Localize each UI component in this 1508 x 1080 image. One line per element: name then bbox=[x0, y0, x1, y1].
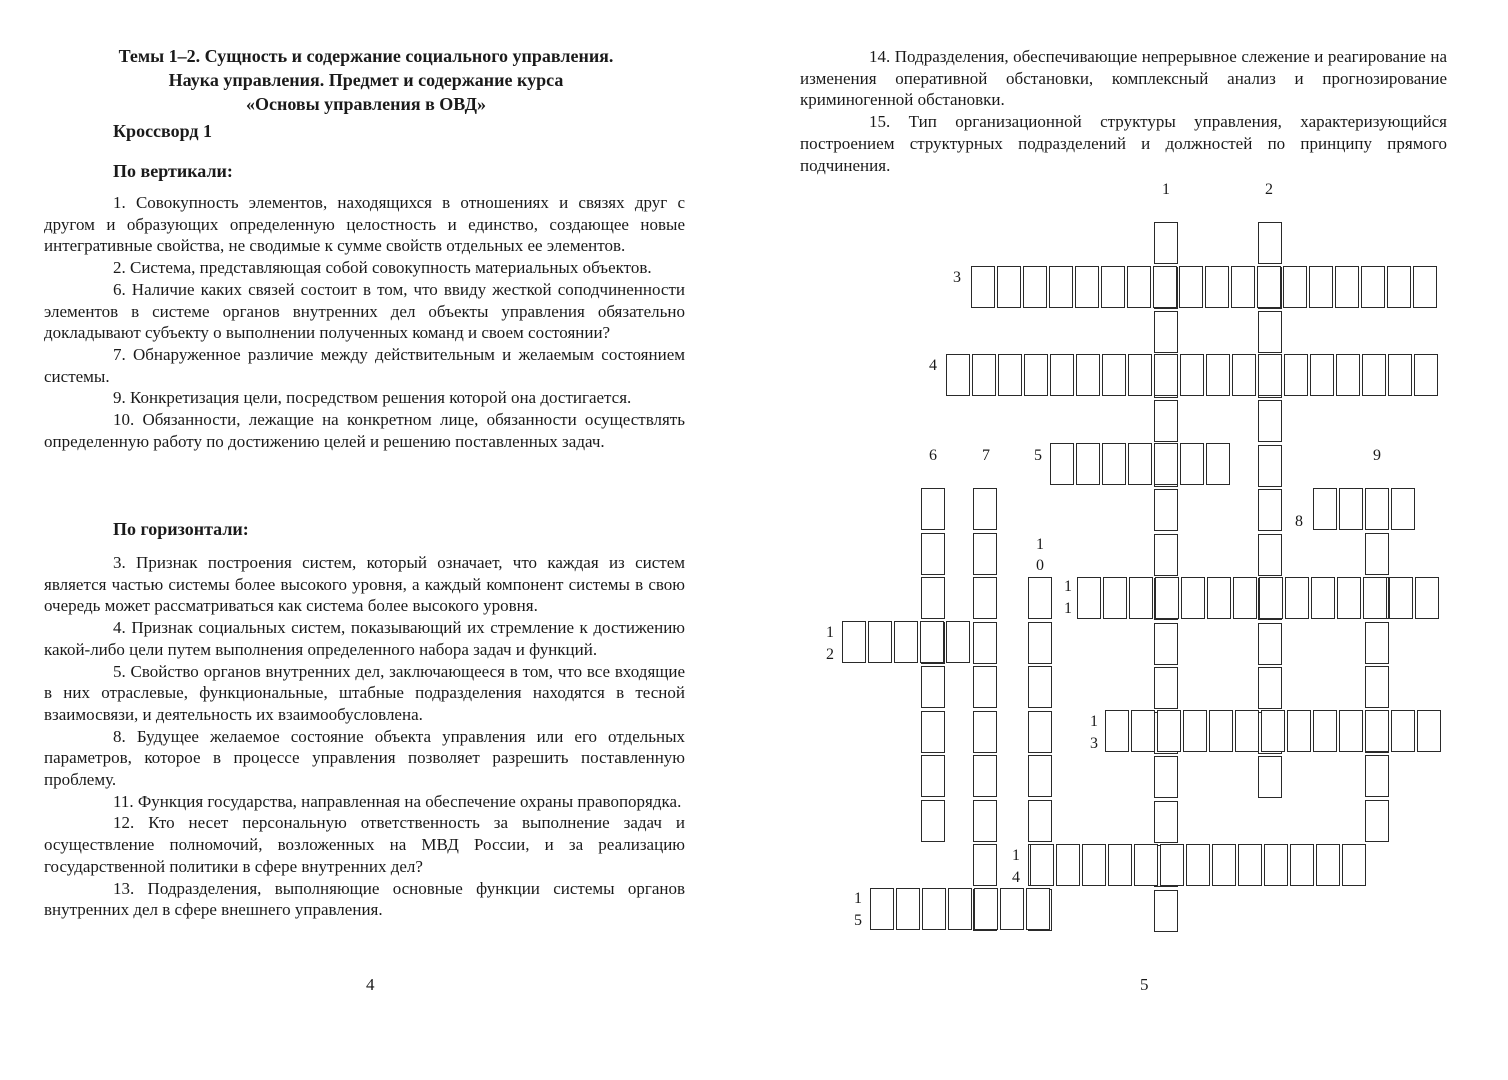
crossword-cell-h8[interactable] bbox=[1391, 488, 1415, 530]
crossword-cell-h5[interactable] bbox=[1180, 443, 1204, 485]
crossword-cell-h4[interactable] bbox=[1024, 354, 1048, 396]
crossword-cell-h4[interactable] bbox=[946, 354, 970, 396]
crossword-number-6: 6 bbox=[929, 447, 937, 464]
clue-h15: 15. Тип организационной структуры управления, характеризующийся построением структурных подразделений и должностей по принципу прямого подчинения. bbox=[800, 112, 1447, 175]
crossword-cell-h13[interactable] bbox=[1287, 710, 1311, 752]
crossword-number-13b: 3 bbox=[1090, 735, 1098, 752]
page-number-left: 4 bbox=[366, 975, 375, 994]
clue-h4: 4. Признак социальных систем, показывающий их стремление к достижению какой-либо цели путем выполнения определенного набора задач и функций. bbox=[44, 618, 685, 659]
crossword-cell-h11[interactable] bbox=[1259, 577, 1283, 619]
crossword-cell-h11[interactable] bbox=[1337, 577, 1361, 619]
crossword-cell-v9[interactable] bbox=[1365, 533, 1389, 575]
crossword-cell-v7[interactable] bbox=[973, 533, 997, 575]
crossword-cell-v9[interactable] bbox=[1365, 666, 1389, 708]
crossword-cell-v9[interactable] bbox=[1365, 622, 1389, 664]
crossword-cell-h4[interactable] bbox=[1154, 354, 1178, 396]
crossword-number-14b: 4 bbox=[1012, 869, 1020, 886]
crossword-cell-h11[interactable] bbox=[1389, 577, 1413, 619]
crossword-cell-v2[interactable] bbox=[1258, 534, 1282, 576]
crossword-cell-v2[interactable] bbox=[1258, 623, 1282, 665]
crossword-cell-v6[interactable] bbox=[921, 533, 945, 575]
crossword-cell-v7[interactable] bbox=[973, 755, 997, 797]
crossword-cell-h14[interactable] bbox=[1238, 844, 1262, 886]
crossword-cell-h4[interactable] bbox=[1232, 354, 1256, 396]
crossword-cell-h3[interactable] bbox=[1283, 266, 1307, 308]
crossword-cell-v10[interactable] bbox=[1028, 755, 1052, 797]
crossword-cell-v6[interactable] bbox=[921, 488, 945, 530]
crossword-cell-v1[interactable] bbox=[1154, 801, 1178, 843]
crossword-cell-v6[interactable] bbox=[921, 800, 945, 842]
crossword-cell-h12[interactable] bbox=[946, 621, 970, 663]
crossword-cell-h13[interactable] bbox=[1261, 710, 1285, 752]
crossword-cell-h3[interactable] bbox=[1075, 266, 1099, 308]
crossword-cell-h4[interactable] bbox=[972, 354, 996, 396]
crossword-cell-h4[interactable] bbox=[1336, 354, 1360, 396]
crossword-cell-h14[interactable] bbox=[1264, 844, 1288, 886]
crossword-cell-h4[interactable] bbox=[998, 354, 1022, 396]
crossword-number-12b: 2 bbox=[826, 646, 834, 663]
crossword-number-4: 4 bbox=[929, 357, 937, 374]
crossword-cell-h3[interactable] bbox=[1231, 266, 1255, 308]
crossword-cell-h4[interactable] bbox=[1310, 354, 1334, 396]
crossword-number-13a: 1 bbox=[1090, 713, 1098, 730]
crossword-cell-h14[interactable] bbox=[1290, 844, 1314, 886]
crossword-cell-h11[interactable] bbox=[1415, 577, 1439, 619]
crossword-cell-h13[interactable] bbox=[1105, 710, 1129, 752]
crossword-cell-v10[interactable] bbox=[1028, 666, 1052, 708]
crossword-cell-v2[interactable] bbox=[1258, 667, 1282, 709]
crossword-cell-h13[interactable] bbox=[1417, 710, 1441, 752]
crossword-cell-h15[interactable] bbox=[1000, 888, 1024, 930]
crossword-cell-v1[interactable] bbox=[1154, 311, 1178, 353]
crossword-cell-h14[interactable] bbox=[1056, 844, 1080, 886]
clue-h13: 13. Подразделения, выполняющие основные функции системы органов внутренних дел в сфере внешнего управления. bbox=[44, 878, 685, 920]
crossword-cell-h3[interactable] bbox=[1309, 266, 1333, 308]
crossword-cell-h15[interactable] bbox=[896, 888, 920, 930]
crossword-cell-h4[interactable] bbox=[1258, 354, 1282, 396]
crossword-number-10a: 1 bbox=[1036, 536, 1044, 553]
crossword-cell-h3[interactable] bbox=[1179, 266, 1203, 308]
clue-h11: 11. Функция государства, направленная на обеспечение охраны правопорядка. bbox=[113, 791, 682, 811]
crossword-cell-h4[interactable] bbox=[1180, 354, 1204, 396]
crossword-cell-v9[interactable] bbox=[1365, 800, 1389, 842]
crossword-cell-h11[interactable] bbox=[1155, 577, 1179, 619]
crossword-cell-v7[interactable] bbox=[973, 711, 997, 753]
crossword-cell-h12[interactable] bbox=[920, 621, 944, 663]
clue-v1: 1. Совокупность элементов, находящихся в отношениях и связях друг с другом и образующих определенную целостность и единство, создающее новые интегративные свойства, не сводимые к сумме свойств отдельных ее элементов. bbox=[44, 193, 685, 256]
crossword-cell-h13[interactable] bbox=[1365, 710, 1389, 752]
crossword-cell-h14[interactable] bbox=[1316, 844, 1340, 886]
crossword-cell-v1[interactable] bbox=[1154, 890, 1178, 932]
crossword-cell-h11[interactable] bbox=[1103, 577, 1127, 619]
crossword-cell-h14[interactable] bbox=[1030, 844, 1054, 886]
crossword-cell-v7[interactable] bbox=[973, 666, 997, 708]
crossword-cell-h4[interactable] bbox=[1102, 354, 1126, 396]
crossword-cell-h11[interactable] bbox=[1233, 577, 1257, 619]
crossword-cell-v1[interactable] bbox=[1154, 400, 1178, 442]
crossword-cell-h3[interactable] bbox=[971, 266, 995, 308]
crossword-cell-h5[interactable] bbox=[1128, 443, 1152, 485]
crossword-cell-h14[interactable] bbox=[1342, 844, 1366, 886]
clue-v6: 6. Наличие каких связей состоит в том, что ввиду жесткой соподчиненности элементов в системе органов внутренних дел объекты управления обязательно докладывают субъекту о выполнении полученных команд и своем состоянии? bbox=[44, 279, 685, 343]
crossword-cell-v7[interactable] bbox=[973, 577, 997, 619]
crossword-cell-v6[interactable] bbox=[921, 755, 945, 797]
crossword-number-11b: 1 bbox=[1064, 600, 1072, 617]
crossword-cell-h12[interactable] bbox=[842, 621, 866, 663]
page-number-right: 5 bbox=[1140, 975, 1149, 994]
crossword-cell-v9[interactable] bbox=[1365, 755, 1389, 797]
crossword-cell-v2[interactable] bbox=[1258, 489, 1282, 531]
crossword-cell-h3[interactable] bbox=[1049, 266, 1073, 308]
crossword-cell-h15[interactable] bbox=[1026, 888, 1050, 930]
clue-v10: 10. Обязанности, лежащие на конкретном лице, обязанности осуществлять определенную работу по достижению целей и решению поставленных задач. bbox=[44, 410, 685, 451]
crossword-cell-h8[interactable] bbox=[1313, 488, 1337, 530]
crossword-cell-v10[interactable] bbox=[1028, 622, 1052, 664]
crossword-cell-h3[interactable] bbox=[1335, 266, 1359, 308]
crossword-cell-h12[interactable] bbox=[868, 621, 892, 663]
crossword-cell-h5[interactable] bbox=[1154, 443, 1178, 485]
clue-h14: 14. Подразделения, обеспечивающие непрерывное слежение и реагирование на изменения оперативной обстановки, комплексный анализ и прогнозирование криминогенной обстановки. bbox=[800, 47, 1447, 110]
crossword-cell-h14[interactable] bbox=[1212, 844, 1236, 886]
crossword-cell-h12[interactable] bbox=[894, 621, 918, 663]
crossword-cell-h3[interactable] bbox=[1127, 266, 1151, 308]
crossword-cell-v1[interactable] bbox=[1154, 667, 1178, 709]
crossword-number-3: 3 bbox=[953, 269, 961, 286]
crossword-cell-h4[interactable] bbox=[1128, 354, 1152, 396]
crossword-cell-h13[interactable] bbox=[1209, 710, 1233, 752]
crossword-cell-h4[interactable] bbox=[1388, 354, 1412, 396]
crossword-number-8: 8 bbox=[1295, 513, 1303, 530]
crossword-cell-h13[interactable] bbox=[1235, 710, 1259, 752]
crossword-cell-v7[interactable] bbox=[973, 800, 997, 842]
crossword-cell-h13[interactable] bbox=[1157, 710, 1181, 752]
clue-h5: 5. Свойство органов внутренних дел, заключающееся в том, что все входящие в них отраслевые, функциональные, штабные подразделения находятся в тесной взаимосвязи, и деятельность их взаимообусловлена. bbox=[44, 661, 685, 724]
crossword-cell-h3[interactable] bbox=[1257, 266, 1281, 308]
title-line-3: «Основы управления в ОВД» bbox=[245, 94, 487, 114]
crossword-cell-h14[interactable] bbox=[1082, 844, 1106, 886]
crossword-cell-h4[interactable] bbox=[1050, 354, 1074, 396]
crossword-cell-v1[interactable] bbox=[1154, 623, 1178, 665]
crossword-cell-h15[interactable] bbox=[974, 888, 998, 930]
crossword-cell-h13[interactable] bbox=[1131, 710, 1155, 752]
clue-v7: 7. Обнаруженное различие между действительным и желаемым состоянием системы. bbox=[44, 344, 685, 386]
crossword-cell-h5[interactable] bbox=[1050, 443, 1074, 485]
crossword-cell-v2[interactable] bbox=[1258, 400, 1282, 442]
crossword-cell-h13[interactable] bbox=[1339, 710, 1363, 752]
clue-v2: 2. Система, представляющая собой совокупность материальных объектов. bbox=[113, 258, 652, 278]
crossword-cell-h13[interactable] bbox=[1313, 710, 1337, 752]
crossword-number-10b: 0 bbox=[1036, 557, 1044, 574]
crossword-cell-h8[interactable] bbox=[1365, 488, 1389, 530]
crossword-cell-h14[interactable] bbox=[1186, 844, 1210, 886]
crossword-cell-v10[interactable] bbox=[1028, 577, 1052, 619]
crossword-cell-h3[interactable] bbox=[997, 266, 1021, 308]
crossword-cell-h3[interactable] bbox=[1101, 266, 1125, 308]
crossword-cell-v6[interactable] bbox=[921, 577, 945, 619]
crossword-cell-h11[interactable] bbox=[1129, 577, 1153, 619]
crossword-number-12a: 1 bbox=[826, 624, 834, 641]
crossword-cell-v2[interactable] bbox=[1258, 756, 1282, 798]
crossword-cell-h14[interactable] bbox=[1134, 844, 1158, 886]
crossword-number-5: 5 bbox=[1034, 447, 1042, 464]
crossword-cell-h4[interactable] bbox=[1284, 354, 1308, 396]
vertical-heading: По вертикали: bbox=[113, 161, 233, 181]
title-line-1: Темы 1–2. Сущность и содержание социального управления. bbox=[118, 46, 614, 66]
crossword-cell-h5[interactable] bbox=[1076, 443, 1100, 485]
crossword-cell-h3[interactable] bbox=[1023, 266, 1047, 308]
crossword-cell-h15[interactable] bbox=[922, 888, 946, 930]
crossword-number-2: 2 bbox=[1265, 181, 1273, 198]
crossword-cell-v6[interactable] bbox=[921, 666, 945, 708]
crossword-cell-h3[interactable] bbox=[1387, 266, 1411, 308]
crossword-cell-v7[interactable] bbox=[973, 488, 997, 530]
crossword-number-15a: 1 bbox=[854, 890, 862, 907]
crossword-cell-h14[interactable] bbox=[1108, 844, 1132, 886]
crossword-cell-h4[interactable] bbox=[1076, 354, 1100, 396]
crossword-cell-v2[interactable] bbox=[1258, 222, 1282, 264]
crossword-cell-v1[interactable] bbox=[1154, 222, 1178, 264]
crossword-cell-h11[interactable] bbox=[1077, 577, 1101, 619]
crossword-cell-h5[interactable] bbox=[1102, 443, 1126, 485]
crossword-cell-h5[interactable] bbox=[1206, 443, 1230, 485]
crossword-number-11a: 1 bbox=[1064, 578, 1072, 595]
crossword-number-9: 9 bbox=[1373, 447, 1381, 464]
crossword-cell-h4[interactable] bbox=[1362, 354, 1386, 396]
crossword-cell-h11[interactable] bbox=[1285, 577, 1309, 619]
crossword-cell-v1[interactable] bbox=[1154, 756, 1178, 798]
crossword-cell-h8[interactable] bbox=[1339, 488, 1363, 530]
crossword-cell-h14[interactable] bbox=[1160, 844, 1184, 886]
crossword-cell-h3[interactable] bbox=[1205, 266, 1229, 308]
crossword-number-1: 1 bbox=[1162, 181, 1170, 198]
title-line-2: Наука управления. Предмет и содержание курса bbox=[168, 70, 564, 90]
clue-h3: 3. Признак построения систем, который означает, что каждая из систем является частью системы более высокого уровня, а каждый компонент системы в свою очередь может рассматриваться как система более высокого уровня. bbox=[44, 553, 685, 616]
crossword-cell-v10[interactable] bbox=[1028, 800, 1052, 842]
crossword-cell-v2[interactable] bbox=[1258, 445, 1282, 487]
crossword-cell-h15[interactable] bbox=[948, 888, 972, 930]
crossword-cell-h3[interactable] bbox=[1361, 266, 1385, 308]
crossword-cell-h11[interactable] bbox=[1363, 577, 1387, 619]
crossword-cell-h11[interactable] bbox=[1207, 577, 1231, 619]
crossword-title: Кроссворд 1 bbox=[113, 121, 213, 141]
crossword-cell-h15[interactable] bbox=[870, 888, 894, 930]
crossword-number-7: 7 bbox=[982, 447, 990, 464]
crossword-cell-v2[interactable] bbox=[1258, 311, 1282, 353]
crossword-cell-h11[interactable] bbox=[1311, 577, 1335, 619]
crossword-number-15b: 5 bbox=[854, 912, 862, 929]
crossword-cell-v1[interactable] bbox=[1154, 489, 1178, 531]
crossword-cell-h4[interactable] bbox=[1206, 354, 1230, 396]
crossword-cell-v1[interactable] bbox=[1154, 534, 1178, 576]
clue-h12: 12. Кто несет персональную ответственность за выполнение задач и осуществление полномочий, возложенных на МВД России, и за реализацию государственной политики в сфере внутренних дел? bbox=[44, 813, 685, 876]
clue-h8: 8. Будущее желаемое состояние объекта управления или его отдельных параметров, которое в процессе управления позволяет разрешить поставленную проблему. bbox=[44, 726, 685, 790]
crossword-cell-h3[interactable] bbox=[1413, 266, 1437, 308]
crossword-cell-h3[interactable] bbox=[1153, 266, 1177, 308]
crossword-cell-v6[interactable] bbox=[921, 711, 945, 753]
crossword-cell-v10[interactable] bbox=[1028, 711, 1052, 753]
crossword-cell-h11[interactable] bbox=[1181, 577, 1205, 619]
crossword-cell-h13[interactable] bbox=[1183, 710, 1207, 752]
horizontal-heading: По горизонтали: bbox=[113, 519, 249, 539]
crossword-cell-h4[interactable] bbox=[1414, 354, 1438, 396]
crossword-cell-h13[interactable] bbox=[1391, 710, 1415, 752]
crossword-cell-v7[interactable] bbox=[973, 844, 997, 886]
crossword-cell-v7[interactable] bbox=[973, 622, 997, 664]
crossword-number-14a: 1 bbox=[1012, 847, 1020, 864]
clue-v9: 9. Конкретизация цели, посредством решения которой она достигается. bbox=[113, 388, 632, 408]
